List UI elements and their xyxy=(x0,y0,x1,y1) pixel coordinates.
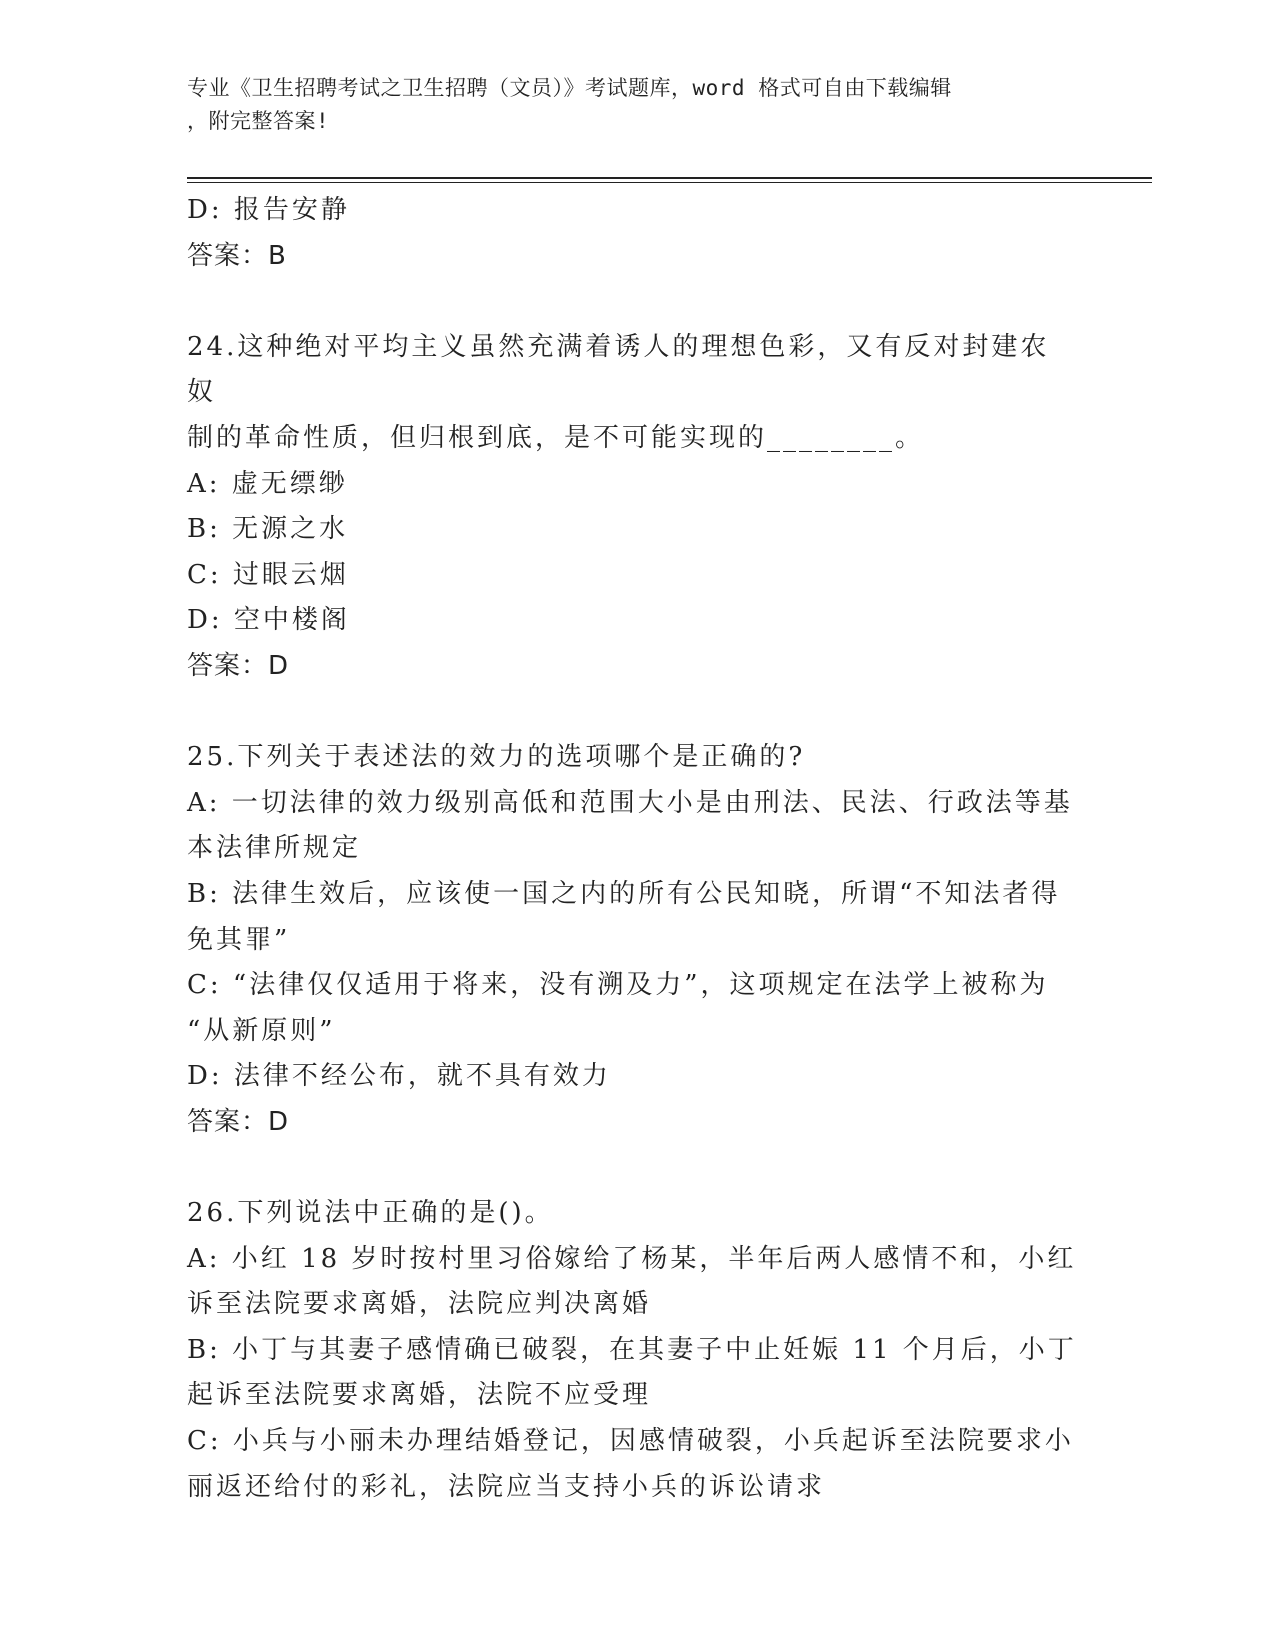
header-line-1: 专业《卫生招聘考试之卫生招聘（文员）》考试题库，word 格式可自由下载编辑 xyxy=(187,76,952,100)
option-d: D: 报告安静 xyxy=(187,195,350,225)
spacer xyxy=(187,1145,1077,1191)
option-a-continued: 诉至法院要求离婚，法院应判决离婚 xyxy=(187,1289,652,1320)
option-b: B: 无源之水 xyxy=(187,514,349,545)
option-a: A: 小红 18 岁时按村里习俗嫁给了杨某，半年后两人感情不和，小红 xyxy=(187,1243,1077,1274)
option-d: D: 空中楼阁 xyxy=(187,605,350,636)
header-divider-thin xyxy=(187,182,1152,183)
option-b-continued: 起诉至法院要求离婚，法院不应受理 xyxy=(187,1380,652,1411)
option-c: C: 小兵与小丽未办理结婚登记，因感情破裂，小兵起诉至法院要求小 xyxy=(187,1426,1074,1457)
answer-line: 答案：D xyxy=(187,650,290,681)
question-list xyxy=(187,188,1077,1510)
option-c: C: 过眼云烟 xyxy=(187,559,349,590)
question-26 xyxy=(187,1191,1077,1510)
option-b: B: 小丁与其妻子感情确已破裂，在其妻子中止妊娠 11 个月后，小丁 xyxy=(187,1334,1077,1365)
answer-line: 答案：B xyxy=(187,240,287,271)
header-divider-thick xyxy=(187,177,1152,179)
question-25 xyxy=(187,735,1077,1145)
page-header xyxy=(187,72,1067,138)
option-b: B: 法律生效后，应该使一国之内的所有公民知晓，所谓“不知法者得 xyxy=(187,878,1061,909)
spacer xyxy=(187,690,1077,736)
option-c: C: “法律仅仅适用于将来，没有溯及力”，这项规定在法学上被称为 xyxy=(187,970,1049,1001)
question-stem: 25.下列关于表述法的效力的选项哪个是正确的? xyxy=(187,742,806,773)
option-a: A: 一切法律的效力级别高低和范围大小是由刑法、民法、行政法等基 xyxy=(187,787,1073,818)
question-23 xyxy=(187,188,1077,279)
header-line-2: ，附完整答案! xyxy=(187,109,330,133)
answer-line: 答案：D xyxy=(187,1106,290,1137)
question-stem: 26.下列说法中正确的是()。 xyxy=(187,1198,554,1229)
option-a: A: 虚无缥缈 xyxy=(187,468,348,499)
question-stem: 24.这种绝对平均主义虽然充满着诱人的理想色彩，又有反对封建农奴 xyxy=(187,331,1050,408)
option-c-continued: “从新原则” xyxy=(187,1015,336,1046)
option-d: D: 法律不经公布，就不具有效力 xyxy=(187,1061,611,1092)
question-24 xyxy=(187,325,1077,690)
spacer xyxy=(187,279,1077,325)
option-a-continued: 本法律所规定 xyxy=(187,833,362,864)
question-stem: 制的革命性质，但归根到底，是不可能实现的________。 xyxy=(187,422,925,453)
option-c-continued: 丽返还给付的彩礼，法院应当支持小兵的诉讼请求 xyxy=(187,1471,826,1502)
option-b-continued: 免其罪” xyxy=(187,924,291,955)
